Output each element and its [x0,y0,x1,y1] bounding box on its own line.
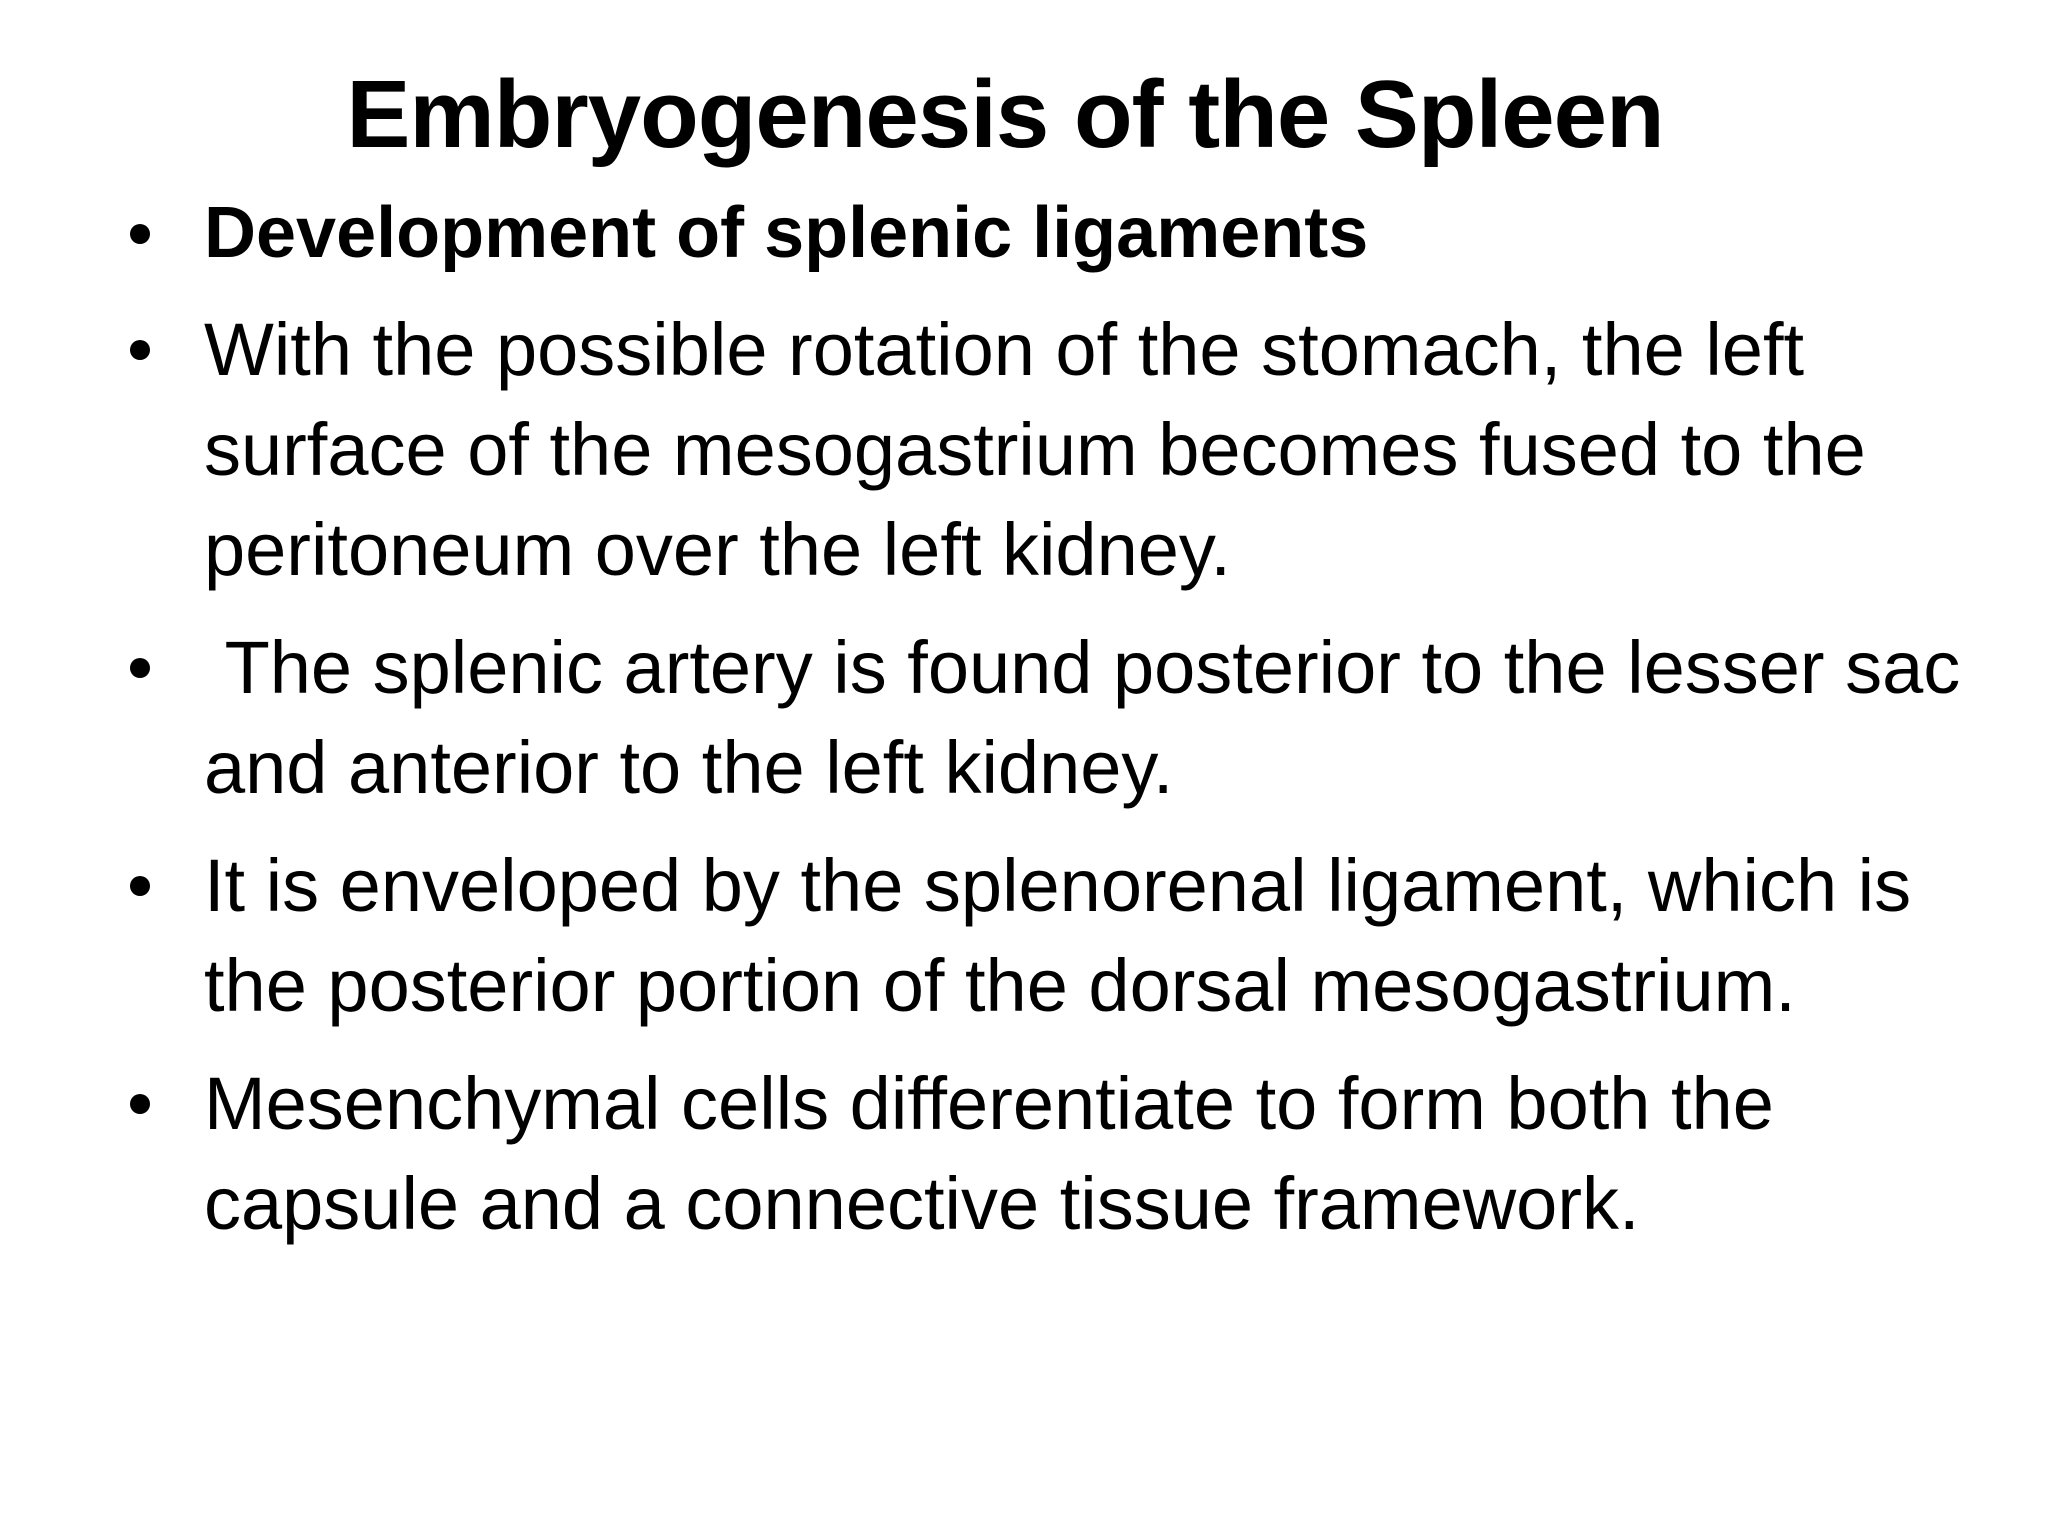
bullet-item [118,300,1998,600]
bullet-list [118,188,1998,1272]
bullet-dot-icon [130,340,150,360]
bullet-dot-icon [130,658,150,678]
bullet-text: Development of splenic ligaments [204,193,1369,273]
bullet-text: It is enveloped by the splenorenal ligament, which is the posterior portion of the dorsal mesogastrium. [204,844,1912,1027]
bullet-text: With the possible rotation of the stomach, the left surface of the mesogastrium becomes fused to the peritoneum over the left kidney. [204,308,1866,591]
bullet-text: Mesenchymal cells differentiate to form both the capsule and a connective tissue framework. [204,1062,1774,1245]
bullet-dot-icon [130,1094,150,1114]
bullet-item-heading [118,188,1998,278]
bullet-dot-icon [130,876,150,896]
bullet-item [118,618,1998,818]
bullet-item [118,836,1998,1036]
bullet-text: The splenic artery is found posterior to the lesser sac and anterior to the left kidney. [204,626,1981,809]
slide-title: Embryogenesis of the Spleen [346,61,1664,168]
bullet-item [118,1054,1998,1254]
bullet-dot-icon [130,224,150,244]
